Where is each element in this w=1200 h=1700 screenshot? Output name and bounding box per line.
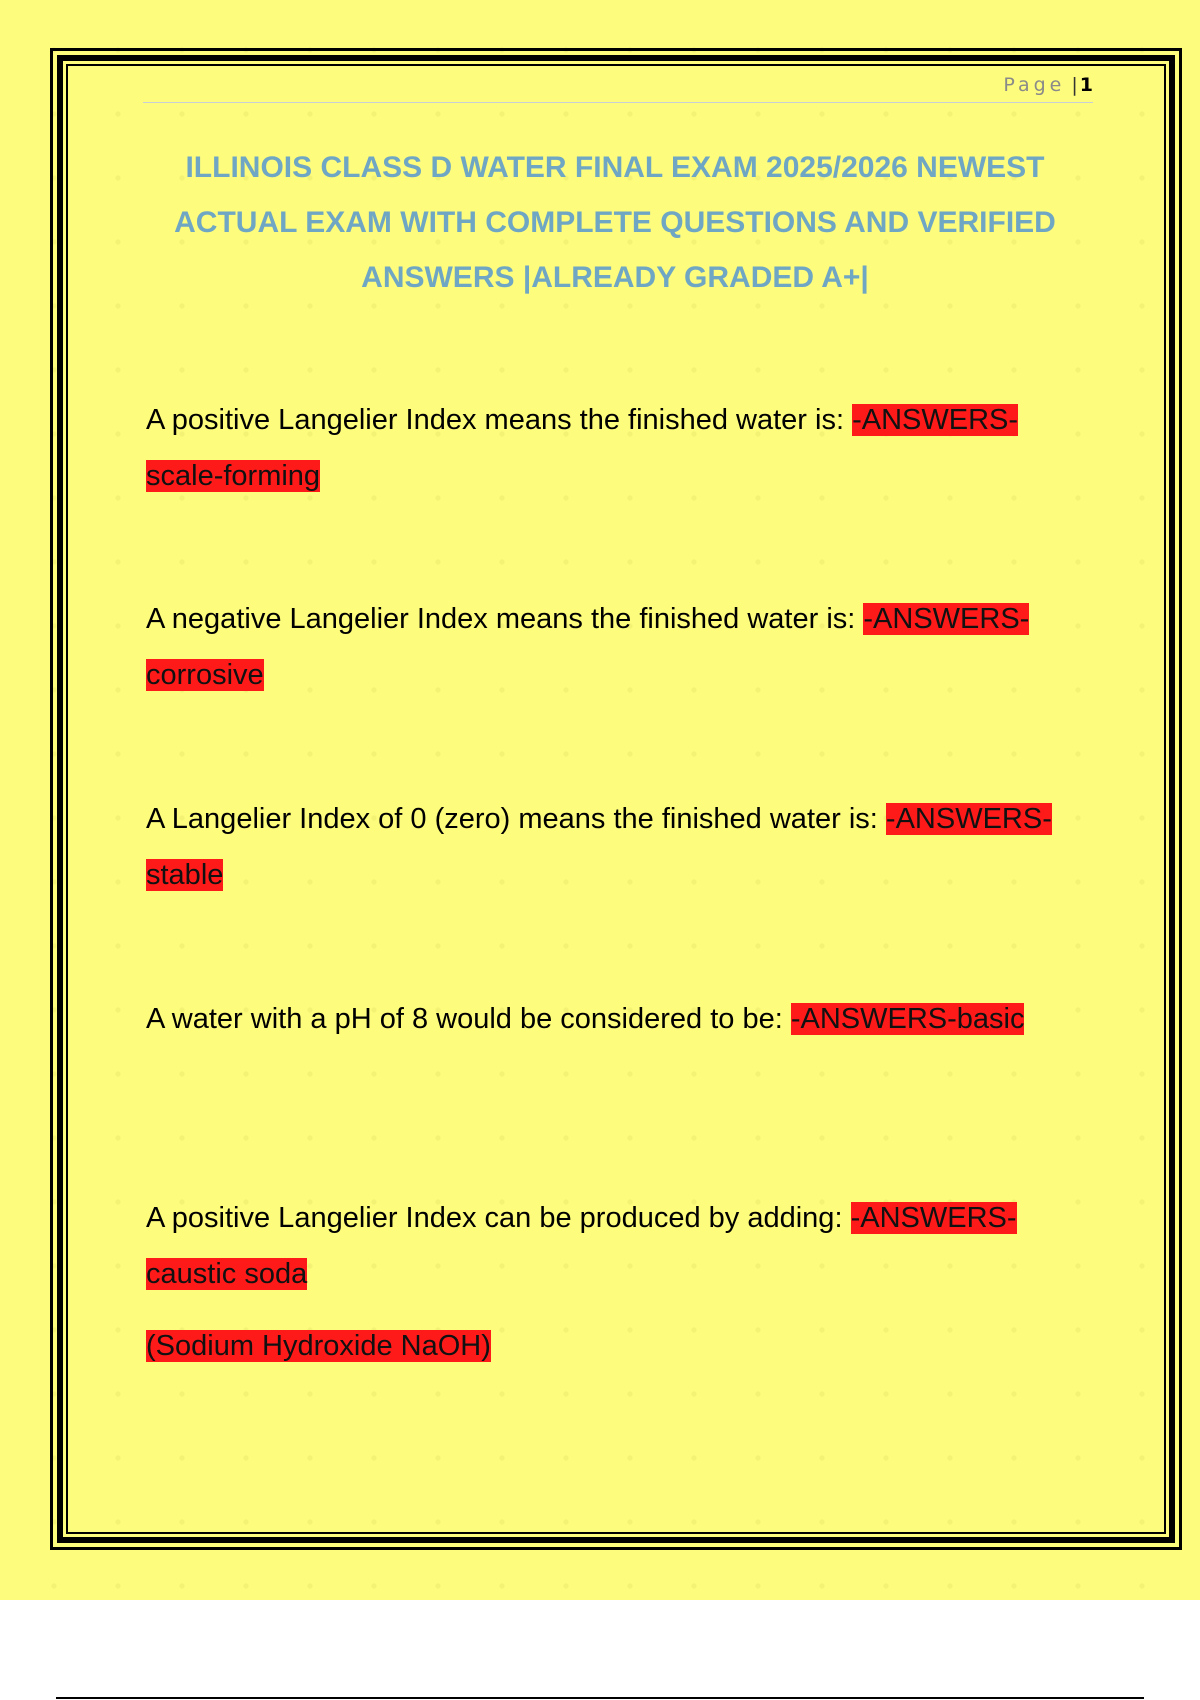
question-text: A positive Langelier Index can be produced by adding: (146, 1202, 851, 1234)
bottom-rule (56, 1697, 1144, 1699)
page-header (143, 74, 1093, 103)
question-text: A water with a pH of 8 would be considered to be: (146, 1003, 791, 1035)
qa-item-1 (146, 392, 1066, 504)
question-text: A negative Langelier Index means the finished water is: (146, 603, 864, 635)
page-label: Page (1003, 74, 1066, 96)
qa-item-2 (146, 591, 1066, 703)
page-number: 1 (1079, 74, 1093, 96)
question-text: A Langelier Index of 0 (zero) means the finished water is: (146, 803, 886, 835)
answer-text: -ANSWERS-basic (790, 1003, 1025, 1035)
document-title: ILLINOIS CLASS D WATER FINAL EXAM 2025/2026 NEWEST ACTUAL EXAM WITH COMPLETE QUESTIONS AND VERIFIED ANSWERS |ALREADY GRADED A+| (174, 151, 1056, 294)
question-text: A positive Langelier Index means the finished water is: (146, 404, 853, 436)
page-separator: | (1071, 74, 1078, 96)
answer-text: -ANSWERS-scale-forming (146, 404, 1019, 492)
qa-item-3 (146, 791, 1066, 903)
answer-text: -ANSWERS-stable (146, 803, 1052, 891)
answer-text: -ANSWERS-caustic soda (146, 1202, 1017, 1290)
qa-item-4 (146, 991, 1066, 1047)
answer-text: -ANSWERS-corrosive (146, 603, 1030, 691)
qa-item-5 (146, 1190, 1066, 1374)
answer-extra-text: (Sodium Hydroxide NaOH) (146, 1330, 491, 1362)
